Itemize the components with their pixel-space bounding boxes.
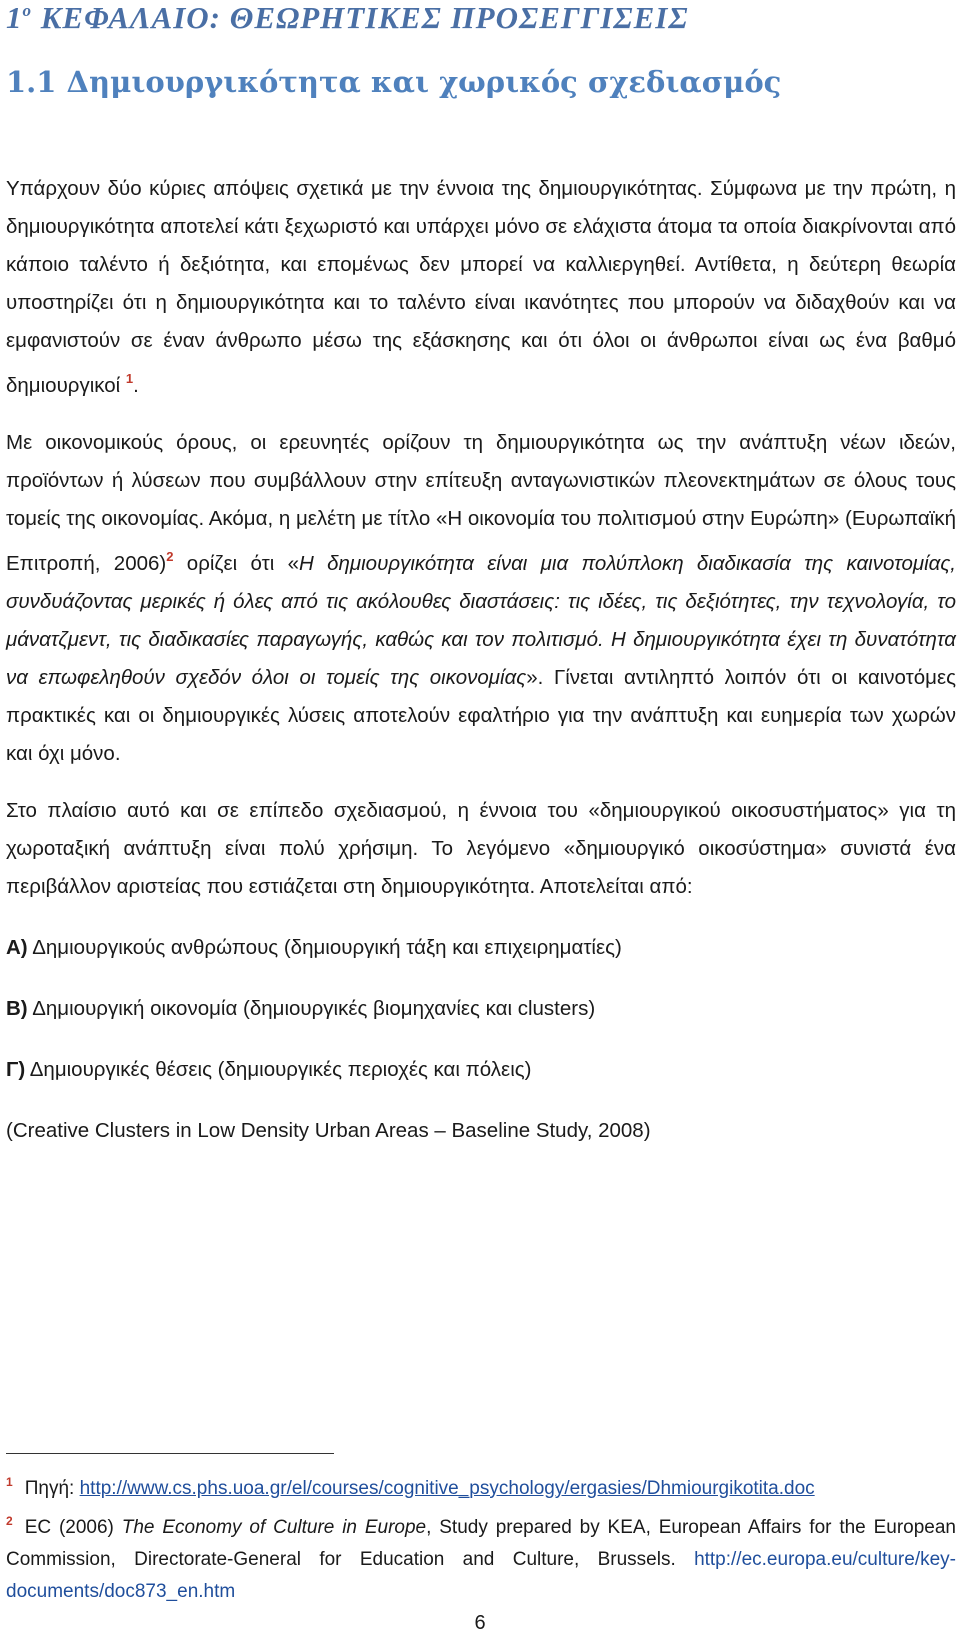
- list-item-label: Α): [6, 936, 28, 959]
- list-item-label: Β): [6, 997, 28, 1020]
- chapter-ordinal: ο: [22, 1, 32, 20]
- footnote-2-title: The Economy of Culture in Europe: [121, 1517, 427, 1538]
- list-item: [6, 990, 956, 1028]
- chapter-number: 1: [6, 0, 23, 35]
- list-item-text: Δημιουργικούς ανθρώπους (δημιουργική τάξη και επιχειρηματίες): [27, 936, 622, 959]
- list-item: [6, 1051, 956, 1089]
- list-item-label: Γ): [6, 1058, 26, 1081]
- footnote-separator: [6, 1453, 334, 1454]
- footnote-2-link[interactable]: http://ec.europa.eu/culture/key-documents/doc873_en.htm: [6, 1549, 956, 1602]
- footnote-1-link[interactable]: http://www.cs.phs.uoa.gr/el/courses/cognitive_psychology/ergasies/Dhmiourgikotita.doc: [79, 1478, 815, 1499]
- paragraph-2: [6, 424, 956, 773]
- body-text: [6, 170, 956, 1150]
- page-number: 6: [474, 1612, 486, 1634]
- footnote-ref-1[interactable]: 1: [125, 371, 134, 386]
- footnote-1: [6, 1466, 956, 1505]
- paragraph-2-text-c: ». Γίνεται αντιληπτό λοιπόν ότι οι καινοτόμες πρακτικές και οι δημιουργικές λύσεις αποτελούν εφαλτήριο για την ανάπτυξη και ευημερία των χωρών και όχι μόνο.: [6, 666, 956, 765]
- footnote-1-number: 1: [6, 1475, 13, 1489]
- list-item: [6, 929, 956, 967]
- section-heading: 1.1 Δημιουργικότητα και χωρικός σχεδιασμός: [6, 65, 782, 99]
- paragraph-1-text: Υπάρχουν δύο κύριες απόψεις σχετικά με την έννοια της δημιουργικότητας. Σύμφωνα με την πρώτη, η δημιουργικότητα αποτελεί κάτι ξεχωριστό και υπάρχει μόνο σε ελάχιστα άτομα τα οποία διακρίνονται από κάποιο ταλέντο ή δεξιότητα, και επομένως δεν μπορεί να καλλιεργηθεί. Αντίθετα, η δεύτερη θεωρία υποστηρίζει ότι η δημιουργικότητα και το ταλέντο είναι ικανότητες που μπορούν να διδαχθούν και να εμφανιστούν σε έναν άνθρωπο μέσω της εξάσκησης και ότι όλοι οι άνθρωποι είναι ως ένα βαθμό δημιουργικοί: [6, 177, 956, 397]
- citation: (Creative Clusters in Low Density Urban Areas – Baseline Study, 2008): [6, 1119, 651, 1142]
- chapter-title: ΚΕΦΑΛΑΙΟ: ΘΕΩΡΗΤΙΚΕΣ ΠΡΟΣΕΓΓΙΣΕΙΣ: [32, 0, 689, 35]
- footnote-2-number: 2: [6, 1514, 13, 1528]
- chapter-heading: [6, 0, 689, 36]
- list-item-text: Δημιουργική οικονομία (δημιουργικές βιομηχανίες και clusters): [27, 997, 596, 1020]
- paragraph-2-text-a: Με οικονομικούς όρους, οι ερευνητές ορίζουν τη δημιουργικότητα ως την ανάπτυξη νέων ιδεών, προϊόντων ή λύσεων που συμβάλλουν στην επίτευξη ανταγωνιστικών πλεονεκτημάτων σε όλους τους τομείς της οικονομίας. Ακόμα, η μελέτη με τίτλο «Η οικονομία του πολιτισμού στην Ευρώπη» (Ευρωπαϊκή Επιτροπή, 2006): [6, 431, 956, 575]
- ecosystem-list: [6, 929, 956, 1150]
- footnote-ref-2[interactable]: 2: [166, 549, 174, 564]
- footnote-2-text-b: , Study prepared by KEA, European Affairs for the European Commission, Directorate-General for Education and Culture, Brussels.: [6, 1517, 956, 1570]
- footnote-1-label: Πηγή:: [24, 1478, 80, 1499]
- list-item-text: Δημιουργικές θέσεις (δημιουργικές περιοχές και πόλεις): [25, 1058, 532, 1081]
- quoted-definition: Η δημιουργικότητα είναι μια πολύπλοκη διαδικασία της καινοτομίας, συνδυάζοντας μερικές ή όλες από τις ακόλουθες διαστάσεις: τις ιδέες, τις δεξιότητες, την τεχνολογία, το μάνατζμεντ, τις διαδικασίες παραγωγής, καθώς και τον πολιτισμό. Η δημιουργικότητα έχει τη δυνατότητα να επωφεληθούν σχεδόν όλοι οι τομείς της οικονομίας: [6, 552, 956, 689]
- paragraph-3: Στο πλαίσιο αυτό και σε επίπεδο σχεδιασμού, η έννοια του «δημιουργικού οικοσυστήματος» για τη χωροταξική ανάπτυξη είναι πολύ χρήσιμη. Το λεγόμενο «δημιουργικό οικοσύστημα» συνιστά ένα περιβάλλον αριστείας που εστιάζεται στη δημιουργικότητα. Αποτελείται από:: [6, 799, 956, 898]
- footnote-2: [6, 1505, 956, 1608]
- paragraph-1: [6, 170, 956, 405]
- footnote-2-text-a: EC (2006): [24, 1517, 122, 1538]
- footnotes: [6, 1466, 956, 1608]
- paragraph-2-text-b: ορίζει ότι «: [173, 552, 299, 575]
- paragraph-1-end: .: [133, 374, 139, 397]
